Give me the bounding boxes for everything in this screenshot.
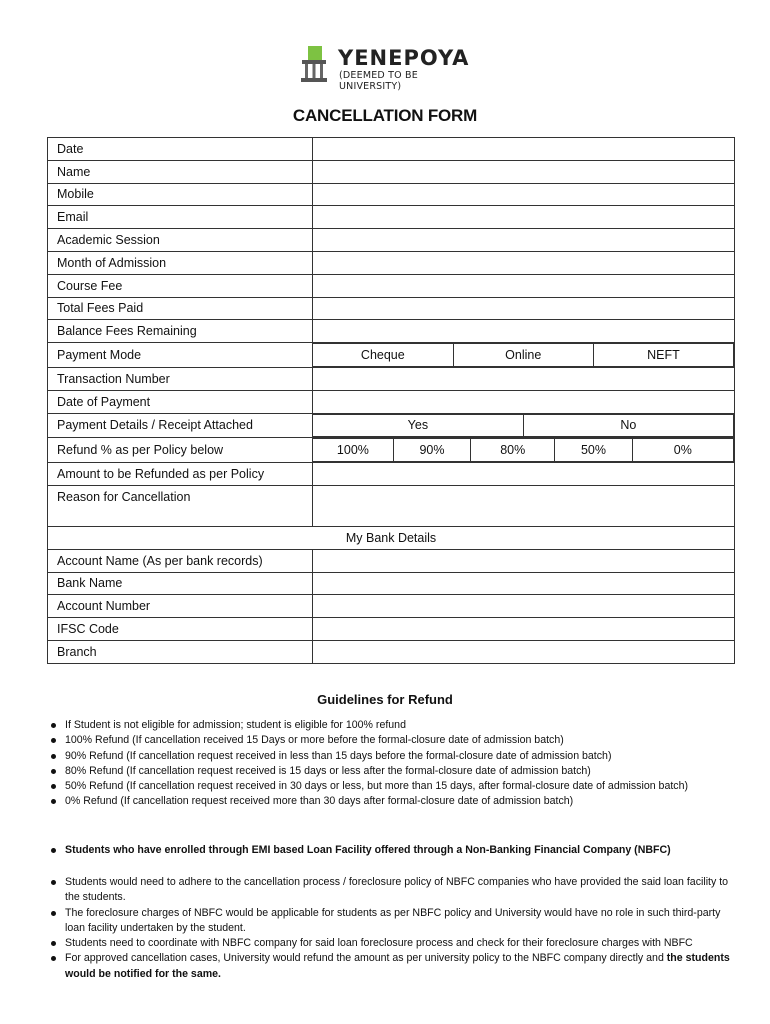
form-row [48, 320, 735, 343]
payment-mode-row [48, 343, 735, 368]
option-yes[interactable]: Yes [313, 414, 523, 437]
field-label: Course Fee [48, 274, 313, 297]
university-crest-icon [298, 44, 330, 84]
field-label: Bank Name [48, 572, 313, 595]
guidelines-title: Guidelines for Refund [317, 692, 453, 707]
field-label: Date [48, 138, 313, 161]
field-label: Total Fees Paid [48, 297, 313, 320]
field-label: Month of Admission [48, 251, 313, 274]
nbfc-point: Students would need to adhere to the cancellation process / foreclosure policy of NBFC companies who have provided the said loan facility to the students. [51, 875, 741, 906]
option-no[interactable]: No [523, 414, 733, 437]
field-label: Account Number [48, 595, 313, 618]
form-row [48, 138, 735, 161]
field-value-cell[interactable] [313, 160, 735, 183]
option-100[interactable]: 100% [313, 439, 393, 462]
field-label: Email [48, 206, 313, 229]
logo-subtitle: (DEEMED TO BE UNIVERSITY) [339, 70, 418, 92]
form-row [48, 297, 735, 320]
option-cheque[interactable]: Cheque [313, 344, 453, 367]
field-value-cell[interactable] [313, 320, 735, 343]
bank-details-header-row [48, 526, 735, 549]
field-label: Refund % as per Policy below [48, 438, 313, 463]
field-value-cell[interactable] [313, 640, 735, 663]
field-value-cell[interactable] [313, 595, 735, 618]
option-80[interactable]: 80% [471, 439, 555, 462]
field-value-cell[interactable] [313, 183, 735, 206]
option-0[interactable]: 0% [632, 439, 733, 462]
field-label: IFSC Code [48, 618, 313, 641]
field-value-cell[interactable] [313, 251, 735, 274]
form-row [48, 229, 735, 252]
field-label: Mobile [48, 183, 313, 206]
field-label: Name [48, 160, 313, 183]
bank-row [48, 595, 735, 618]
guideline-item: 90% Refund (If cancellation request received in less than 15 days before the formal-closure date of admission batch) [51, 749, 741, 764]
bank-row [48, 549, 735, 572]
field-value-cell[interactable] [313, 297, 735, 320]
field-value-cell[interactable] [313, 390, 735, 413]
field-value-cell[interactable] [313, 274, 735, 297]
option-50[interactable]: 50% [555, 439, 632, 462]
form-row [48, 206, 735, 229]
field-label: Amount to be Refunded as per Policy [48, 463, 313, 486]
guidelines-list [51, 718, 741, 810]
option-neft[interactable]: NEFT [593, 344, 733, 367]
logo-name: YENEPOYA [338, 46, 470, 70]
guideline-item: 50% Refund (If cancellation request received in 30 days or less, but more than 15 days, after formal-closure date of admission batch) [51, 779, 741, 794]
field-label: Payment Details / Receipt Attached [48, 413, 313, 438]
receipt-row [48, 413, 735, 438]
field-value-cell[interactable] [313, 463, 735, 486]
cancellation-form-table [47, 137, 735, 664]
refund-row [48, 438, 735, 463]
university-logo [298, 44, 473, 92]
form-row [48, 183, 735, 206]
guideline-item: 0% Refund (If cancellation request received more than 30 days after formal-closure date of admission batch) [51, 794, 741, 809]
form-row [48, 251, 735, 274]
field-label: Balance Fees Remaining [48, 320, 313, 343]
guideline-item: If Student is not eligible for admission; student is eligible for 100% refund [51, 718, 741, 733]
field-value-cell[interactable] [313, 367, 735, 390]
option-online[interactable]: Online [453, 344, 593, 367]
nbfc-last-bold-text: the students would be notified for the same. [65, 952, 730, 980]
field-label: Transaction Number [48, 367, 313, 390]
field-value-cell[interactable] [313, 572, 735, 595]
nbfc-point: For approved cancellation cases, University would refund the amount as per university policy to the NBFC company directly and the students would be notified for the same. [51, 951, 741, 982]
reason-row [48, 485, 735, 526]
form-title: CANCELLATION FORM [292, 106, 478, 125]
field-label: Payment Mode [48, 343, 313, 368]
field-value-cell[interactable] [313, 485, 735, 526]
bank-row [48, 572, 735, 595]
option-90[interactable]: 90% [393, 439, 470, 462]
field-label: Academic Session [48, 229, 313, 252]
nbfc-point: Students need to coordinate with NBFC company for said loan foreclosure process and check for their foreclosure charges with NBFC [51, 936, 741, 951]
field-label: Date of Payment [48, 390, 313, 413]
field-value-cell[interactable] [313, 618, 735, 641]
nbfc-heading-list [51, 843, 741, 858]
guideline-item: 100% Refund (If cancellation received 15 Days or more before the formal-closure date of admission batch) [51, 733, 741, 748]
form-row [48, 160, 735, 183]
amount-row [48, 463, 735, 486]
form-row [48, 367, 735, 390]
bank-row [48, 640, 735, 663]
field-label: Account Name (As per bank records) [48, 549, 313, 572]
field-value-cell[interactable] [313, 138, 735, 161]
field-value-cell[interactable] [313, 229, 735, 252]
field-value-cell[interactable] [313, 206, 735, 229]
bank-row [48, 618, 735, 641]
field-value-cell[interactable] [313, 549, 735, 572]
field-label: Reason for Cancellation [48, 485, 313, 526]
bank-details-header: My Bank Details [48, 526, 735, 549]
form-row [48, 274, 735, 297]
guideline-item: 80% Refund (If cancellation request received is 15 days or less after the formal-closure date of admission batch) [51, 764, 741, 779]
field-label: Branch [48, 640, 313, 663]
nbfc-points-list [51, 875, 741, 982]
nbfc-heading: Students who have enrolled through EMI based Loan Facility offered through a Non-Banking Financial Company (NBFC) [51, 843, 741, 858]
form-row [48, 390, 735, 413]
nbfc-point: The foreclosure charges of NBFC would be applicable for students as per NBFC policy and University would have no role in such third-party loan facility undertaken by the student. [51, 906, 741, 937]
